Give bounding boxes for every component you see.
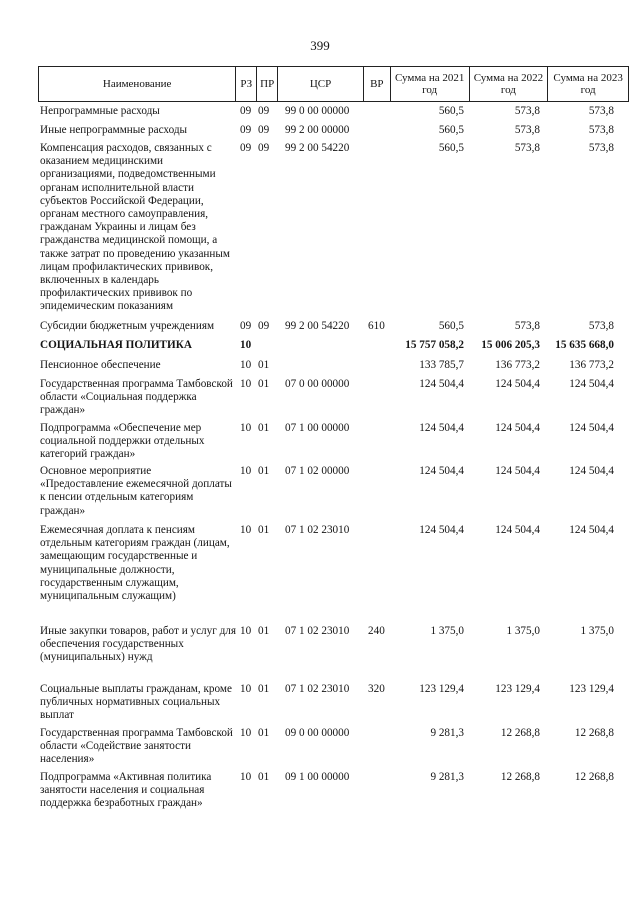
row-rz: 10 (240, 422, 252, 434)
row-sum-2021: 123 129,4 (419, 683, 464, 695)
row-sum-2023: 573,8 (588, 124, 614, 136)
row-sum-2023: 573,8 (588, 320, 614, 332)
row-sum-2022: 15 006 205,3 (481, 339, 540, 351)
header-name: Наименование (39, 67, 236, 101)
row-csr: 07 0 00 00000 (285, 378, 350, 390)
row-name: Компенсация расходов, связанных с оказанием медицинскими организациями, подведомственными органам исполнительной власти субъектов Российской Федерации, органам местного самоуправления, гражданам Украины и лицам без гражданства медицинской помощи, а также затрат по проведению указанным лицам профилактических прививок, включенных в календарь профилактических прививок по эпидемическим показаниям (40, 142, 231, 313)
row-pr: 09 (258, 142, 270, 154)
row-pr: 09 (258, 105, 270, 117)
row-sum-2022: 124 504,4 (495, 524, 540, 536)
row-sum-2022: 124 504,4 (495, 422, 540, 434)
row-pr: 09 (258, 124, 270, 136)
row-pr: 01 (258, 727, 270, 739)
row-sum-2022: 12 268,8 (500, 771, 540, 783)
row-sum-2021: 9 281,3 (430, 727, 464, 739)
row-sum-2023: 15 635 668,0 (555, 339, 614, 351)
row-sum-2021: 560,5 (438, 105, 464, 117)
row-rz: 10 (240, 625, 252, 637)
row-vr: 320 (368, 683, 385, 695)
row-name: Основное мероприятие «Предоставление ежемесячной доплаты к пенсии отдельным категориям граждан» (40, 465, 232, 517)
row-name: Непрограммные расходы (40, 105, 160, 117)
row-sum-2021: 560,5 (438, 320, 464, 332)
row-sum-2021: 124 504,4 (419, 465, 464, 477)
row-pr: 01 (258, 422, 270, 434)
row-name: Подпрограмма «Активная политика занятости населения и социальная поддержка безработных граждан» (40, 771, 212, 810)
row-name: Государственная программа Тамбовской области «Содействие занятости населения» (40, 727, 233, 766)
row-pr: 01 (258, 625, 270, 637)
row-csr: 09 0 00 00000 (285, 727, 350, 739)
row-name: СОЦИАЛЬНАЯ ПОЛИТИКА (40, 339, 192, 351)
row-sum-2021: 9 281,3 (430, 771, 464, 783)
row-name: Иные непрограммные расходы (40, 124, 188, 136)
row-pr: 01 (258, 378, 270, 390)
row-sum-2021: 124 504,4 (419, 524, 464, 536)
row-csr: 09 1 00 00000 (285, 771, 350, 783)
row-sum-2022: 573,8 (514, 105, 540, 117)
row-rz: 10 (240, 378, 252, 390)
row-rz: 10 (240, 339, 252, 351)
row-pr: 01 (258, 524, 270, 536)
row-sum-2021: 560,5 (438, 124, 464, 136)
row-csr: 07 1 02 00000 (285, 465, 350, 477)
row-rz: 10 (240, 771, 252, 783)
row-rz: 10 (240, 359, 252, 371)
row-rz: 10 (240, 683, 252, 695)
row-sum-2023: 1 375,0 (580, 625, 614, 637)
row-sum-2022: 123 129,4 (495, 683, 540, 695)
row-sum-2023: 573,8 (588, 142, 614, 154)
row-rz: 09 (240, 105, 252, 117)
row-rz: 10 (240, 524, 252, 536)
row-sum-2021: 133 785,7 (419, 359, 464, 371)
row-sum-2021: 124 504,4 (419, 422, 464, 434)
row-sum-2023: 124 504,4 (569, 465, 614, 477)
row-name: Субсидии бюджетным учреждениям (40, 320, 215, 332)
row-name: Ежемесячная доплата к пенсиям отдельным категориям граждан (лицам, замещающим государственные и муниципальные должности, государственным служащим, муниципальным служащим) (40, 524, 230, 603)
row-sum-2023: 12 268,8 (574, 771, 614, 783)
row-sum-2022: 573,8 (514, 124, 540, 136)
row-rz: 10 (240, 465, 252, 477)
row-csr: 07 1 00 00000 (285, 422, 350, 434)
row-sum-2022: 136 773,2 (495, 359, 540, 371)
row-sum-2023: 123 129,4 (569, 683, 614, 695)
row-name: Государственная программа Тамбовской области «Социальная поддержка граждан» (40, 378, 233, 417)
row-sum-2023: 124 504,4 (569, 524, 614, 536)
header-sum-2021: Сумма на 2021 год (391, 67, 470, 101)
row-name: Подпрограмма «Обеспечение мер социальной поддержки отдельных категорий граждан» (40, 422, 205, 461)
row-sum-2021: 124 504,4 (419, 378, 464, 390)
row-csr: 99 2 00 00000 (285, 124, 350, 136)
row-rz: 10 (240, 727, 252, 739)
row-name: Пенсионное обеспечение (40, 359, 161, 371)
row-pr: 09 (258, 320, 270, 332)
row-pr: 01 (258, 465, 270, 477)
row-sum-2023: 573,8 (588, 105, 614, 117)
row-sum-2022: 12 268,8 (500, 727, 540, 739)
row-sum-2021: 560,5 (438, 142, 464, 154)
row-rz: 09 (240, 124, 252, 136)
header-sum-2023: Сумма на 2023 год (553, 72, 623, 96)
row-sum-2023: 124 504,4 (569, 422, 614, 434)
row-name: Иные закупки товаров, работ и услуг для обеспечения государственных (муниципальных) нужд (40, 625, 237, 664)
row-sum-2022: 1 375,0 (506, 625, 540, 637)
header-rz: РЗ (236, 67, 257, 101)
row-sum-2023: 12 268,8 (574, 727, 614, 739)
row-rz: 09 (240, 320, 252, 332)
row-sum-2022: 124 504,4 (495, 378, 540, 390)
row-sum-2021: 1 375,0 (430, 625, 464, 637)
row-rz: 09 (240, 142, 252, 154)
row-pr: 01 (258, 771, 270, 783)
header-csr: ЦСР (278, 67, 364, 101)
row-csr: 07 1 02 23010 (285, 683, 350, 695)
header-pr: ПР (257, 67, 278, 101)
header-sum-2022: Сумма на 2022 год (470, 67, 549, 101)
row-sum-2022: 573,8 (514, 320, 540, 332)
row-vr: 240 (368, 625, 385, 637)
row-sum-2023: 136 773,2 (569, 359, 614, 371)
row-csr: 99 0 00 00000 (285, 105, 350, 117)
row-csr: 99 2 00 54220 (285, 320, 350, 332)
row-csr: 99 2 00 54220 (285, 142, 350, 154)
row-pr: 01 (258, 683, 270, 695)
row-sum-2021: 15 757 058,2 (405, 339, 464, 351)
row-vr: 610 (368, 320, 385, 332)
row-sum-2023: 124 504,4 (569, 378, 614, 390)
page-number: 399 (310, 38, 330, 53)
row-sum-2022: 124 504,4 (495, 465, 540, 477)
row-pr: 01 (258, 359, 270, 371)
row-csr: 07 1 02 23010 (285, 524, 350, 536)
row-sum-2022: 573,8 (514, 142, 540, 154)
header-vr: ВР (364, 67, 391, 101)
table-header (38, 66, 629, 102)
row-csr: 07 1 02 23010 (285, 625, 350, 637)
row-name: Социальные выплаты гражданам, кроме публичных нормативных социальных выплат (40, 683, 232, 722)
